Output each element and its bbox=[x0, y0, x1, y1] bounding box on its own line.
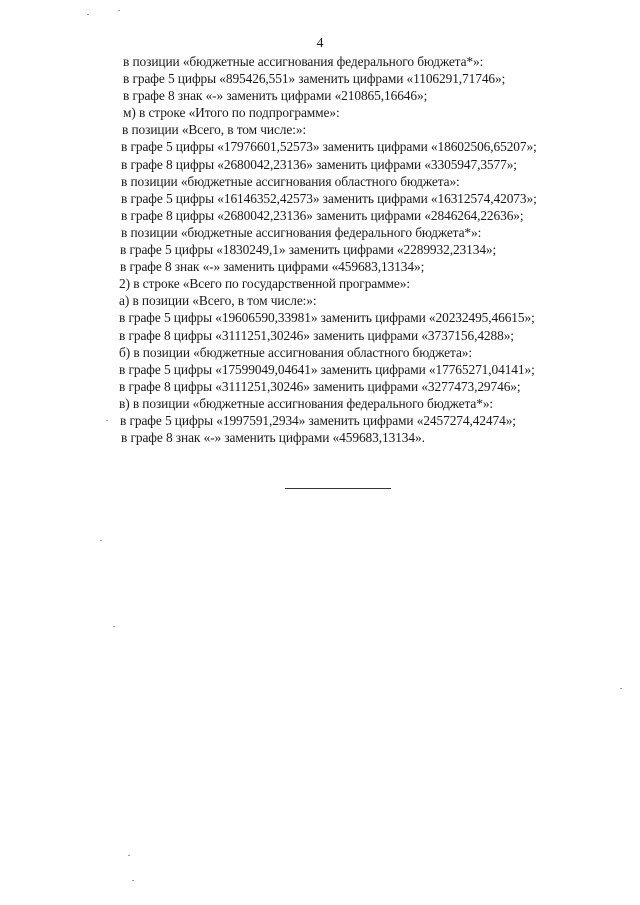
text-line: в графе 5 цифры «895426,551» заменить цифрами «1106291,71746»; bbox=[123, 71, 506, 87]
text-line: в графе 5 цифры «16146352,42573» заменить цифрами «16312574,42073»; bbox=[121, 190, 537, 206]
text-line: в графе 5 цифры «17976601,52573» заменить цифрами «18602506,65207»; bbox=[121, 139, 537, 155]
text-line: а) в позиции «Всего, в том числе:»: bbox=[119, 293, 317, 309]
closing-separator-line bbox=[285, 488, 391, 489]
text-line: в графе 8 знак «-» заменить цифрами «459683,13134». bbox=[121, 430, 425, 446]
text-line: 2) в строке «Всего по государственной программе»: bbox=[119, 276, 410, 292]
scan-speck bbox=[106, 420, 108, 421]
text-line: в позиции «Всего, в том числе:»: bbox=[122, 122, 307, 138]
scan-speck bbox=[620, 688, 622, 689]
page-number: 4 bbox=[316, 36, 324, 51]
text-line: б) в позиции «бюджетные ассигнования областного бюджета»: bbox=[119, 344, 473, 360]
text-line: в позиции «бюджетные ассигнования федерального бюджета*»: bbox=[123, 54, 484, 69]
scan-speck bbox=[132, 880, 134, 881]
scan-speck bbox=[100, 540, 102, 541]
text-line: в графе 8 знак «-» заменить цифрами «459683,13134»; bbox=[120, 259, 425, 275]
text-line: в графе 5 цифры «17599049,04641» заменить цифрами «17765271,04141»; bbox=[119, 361, 535, 377]
scan-speck bbox=[113, 626, 115, 627]
text-line: в графе 5 цифры «19606590,33981» заменить цифрами «20232495,46615»; bbox=[119, 310, 535, 326]
text-line: в графе 5 цифры «1997591,2934» заменить цифрами «2457274,42474»; bbox=[120, 412, 516, 428]
text-line: в позиции «бюджетные ассигнования областного бюджета»: bbox=[121, 173, 460, 189]
text-line: в графе 8 цифры «2680042,23136» заменить цифрами «3305947,3577»; bbox=[121, 156, 517, 172]
text-line: в позиции «бюджетные ассигнования федерального бюджета*»: bbox=[121, 224, 482, 240]
document-body bbox=[121, 53, 621, 446]
text-line: в графе 5 цифры «1830249,1» заменить цифрами «2289932,23134»; bbox=[120, 242, 497, 258]
text-line: в графе 8 знак «-» заменить цифрами «210865,16646»; bbox=[123, 88, 428, 104]
text-line: м) в строке «Итого по подпрограмме»: bbox=[123, 105, 340, 121]
text-line: в) в позиции «бюджетные ассигнования федерального бюджета*»: bbox=[119, 395, 494, 411]
scan-speck bbox=[128, 855, 130, 856]
text-line: в графе 8 цифры «3111251,30246» заменить цифрами «3737156,4288»; bbox=[119, 327, 514, 343]
text-line: в графе 8 цифры «3111251,30246» заменить цифрами «3277473,29746»; bbox=[119, 378, 521, 394]
text-line: в графе 8 цифры «2680042,23136» заменить цифрами «2846264,22636»; bbox=[121, 207, 524, 223]
scan-speck bbox=[87, 14, 89, 15]
scan-speck bbox=[118, 10, 120, 11]
